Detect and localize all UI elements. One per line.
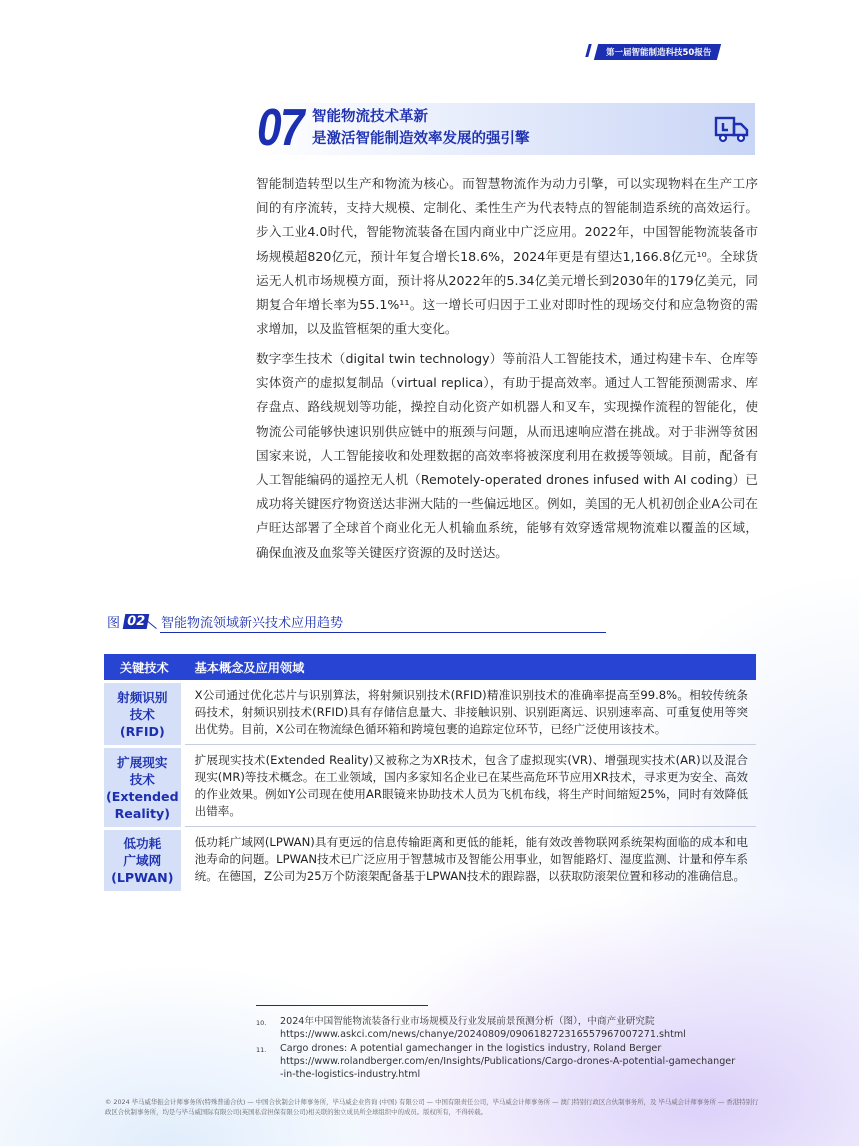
report-tag: 第一届智能制造科技50报告 [594, 44, 722, 60]
table-key-cell [104, 748, 185, 827]
footnote-text: Cargo drones: A potential gamechanger in the logistics industry, Roland Berger [280, 1043, 662, 1054]
table-row [104, 748, 756, 827]
table-desc-cell: 扩展现实技术(Extended Reality)又被称之为XR技术，包含了虚拟现实(VR)、增强现实技术(AR)以及混合现实(MR)等技术概念。在工业领域，国内多家知名企业已在某些高危环节应用XR技术，寻求更为安全、高效的作业效果。例如Y公司现在使用AR眼镜来协助技术人员为飞机布线，将生产时间缩短25%，同时有效降低出错率。 [185, 748, 756, 827]
section-title-line2: 是激活智能制造效率发展的强引擎 [312, 131, 530, 147]
key-line: 射频识别 [117, 689, 168, 705]
header-accent [585, 44, 591, 57]
footnote-10 [256, 1015, 736, 1041]
footnote-number: 11. [256, 1046, 267, 1054]
key-line: (LPWAN) [111, 870, 174, 885]
figure-label [107, 612, 148, 631]
figure-prefix: 图 [107, 616, 121, 631]
figure-number: 02 [123, 614, 150, 629]
footnote-number: 10. [256, 1019, 267, 1027]
table-key-cell [104, 830, 185, 891]
key-line: 技术 [129, 771, 155, 787]
footnote-rule [256, 1005, 428, 1006]
truck-box-icon [714, 114, 750, 144]
body-paragraph-1: 智能制造转型以生产和物流为核心。而智慧物流作为动力引擎，可以实现物料在生产工序间的有序流转，支持大规模、定制化、柔性生产为代表特点的智能制造系统的高效运行。步入工业4.0时代，智能物流装备在国内商业中广泛应用。2022年，中国智能物流装备市场规模超820亿元，预计年复合增长18.6%，2024年更是有望达1,166.8亿元¹⁰。全球货运无人机市场规模方面，预计将从2022年的5.34亿美元增长到2030年的179亿美元，同期复合年增长率为55.1%¹¹。这一增长可归因于工业对即时性的现场交付和应急物资的需求增加，以及监管框架的重大变化。 [256, 176, 758, 337]
key-line: 扩展现实 [117, 754, 168, 770]
body-paragraph-2: 数字孪生技术（digital twin technology）等前沿人工智能技术，通过构建卡车、仓库等实体资产的虚拟复制品（virtual replica），有助于提高效率。通过人工智能预测需求、库存盘点、路线规划等功能，操控自动化资产如机器人和叉车，实现操作流程的智能化，使物流公司能够快速识别供应链中的瓶颈与问题，从而迅速响应潜在挑战。对于非洲等贫困国家来说，人工智能接收和处理数据的高效率将被深度利用在救援等领域。目前，配备有人工智能编码的遥控无人机（Remotely-operated drones infused with AI coding）已成功将关键医疗物资送达非洲大陆的一些偏远地区。例如，美国的无人机初创企业A公司在卢旺达部署了全球首个商业化无人机输血系统，能够有效穿透常规物流难以覆盖的区域，确保血液及血浆等关键医疗资源的及时送达。 [256, 351, 758, 560]
footnote-link[interactable]: https://www.rolandberger.com/en/Insights/Publications/Cargo-drones-A-potential-gamechanger-in-the-logistics-industry.html [280, 1056, 736, 1080]
section-title-line1: 智能物流技术革新 [312, 109, 428, 125]
key-line: 技术 [129, 706, 155, 722]
table-desc-cell: X公司通过优化芯片与识别算法，将射频识别技术(RFID)精准识别技术的准确率提高至99.8%。相较传统条码技术，射频识别技术(RFID)具有存储信息量大、非接触识别、识别距离远、识别速率高、可重复使用等突出优势。目前，X公司在物流绿色循环箱和跨境包裹的追踪定位环节，已经广泛使用该技术。 [185, 683, 756, 745]
table-header-row [104, 654, 756, 680]
table-desc-cell: 低功耗广域网(LPWAN)具有更远的信息传输距离和更低的能耗，能有效改善物联网系统架构面临的成本和电池寿命的问题。LPWAN技术已广泛应用于智慧城市及智能公用事业，如智能路灯、湿度监测、计量和停车系统。在德国，Z公司为25万个防滚架配备基于LPWAN技术的跟踪器，以获取防滚架位置和移动的准确信息。 [194, 835, 748, 883]
footnote-text: 2024年中国智能物流装备行业市场规模及行业发展前景预测分析（图），中商产业研究院 [280, 1016, 655, 1027]
copyright-footer: © 2024 毕马威华振会计师事务所(特殊普通合伙) — 中国合伙制会计师事务所，毕马威企业咨询 (中国) 有限公司 — 中国有限责任公司，毕马威会计师事务所 — 澳门特别行政区合伙制事务所，及 毕马威会计师事务所 — 香港特别行政区合伙制事务所，均是与毕马威国际有限公司(英国私营担保有限公司)相关联的独立成员所全球组织中的成员。版权所有，不得转载。 [105, 1098, 759, 1116]
table-row [104, 683, 756, 745]
tech-table [104, 651, 756, 894]
table-key-cell [104, 683, 185, 745]
key-line: 低功耗 [123, 836, 162, 851]
figure-rule [160, 632, 606, 633]
table-row [104, 830, 756, 891]
footnote-link[interactable]: https://www.askci.com/news/chanye/20240809/0906182723165579670072​71.shtml [280, 1029, 686, 1040]
table-header-desc: 基本概念及应用领域 [185, 654, 756, 680]
key-line: (RFID) [119, 723, 165, 739]
table-header-key: 关键技术 [104, 654, 185, 680]
key-line: (Extended [106, 788, 179, 804]
section-title [312, 106, 530, 150]
key-line: 广域网 [123, 853, 162, 868]
key-line: Reality) [114, 805, 170, 821]
figure-title: 智能物流领域新兴技术应用趋势 [161, 616, 344, 631]
footnote-11 [256, 1042, 736, 1081]
section-number: 07 [257, 99, 303, 157]
